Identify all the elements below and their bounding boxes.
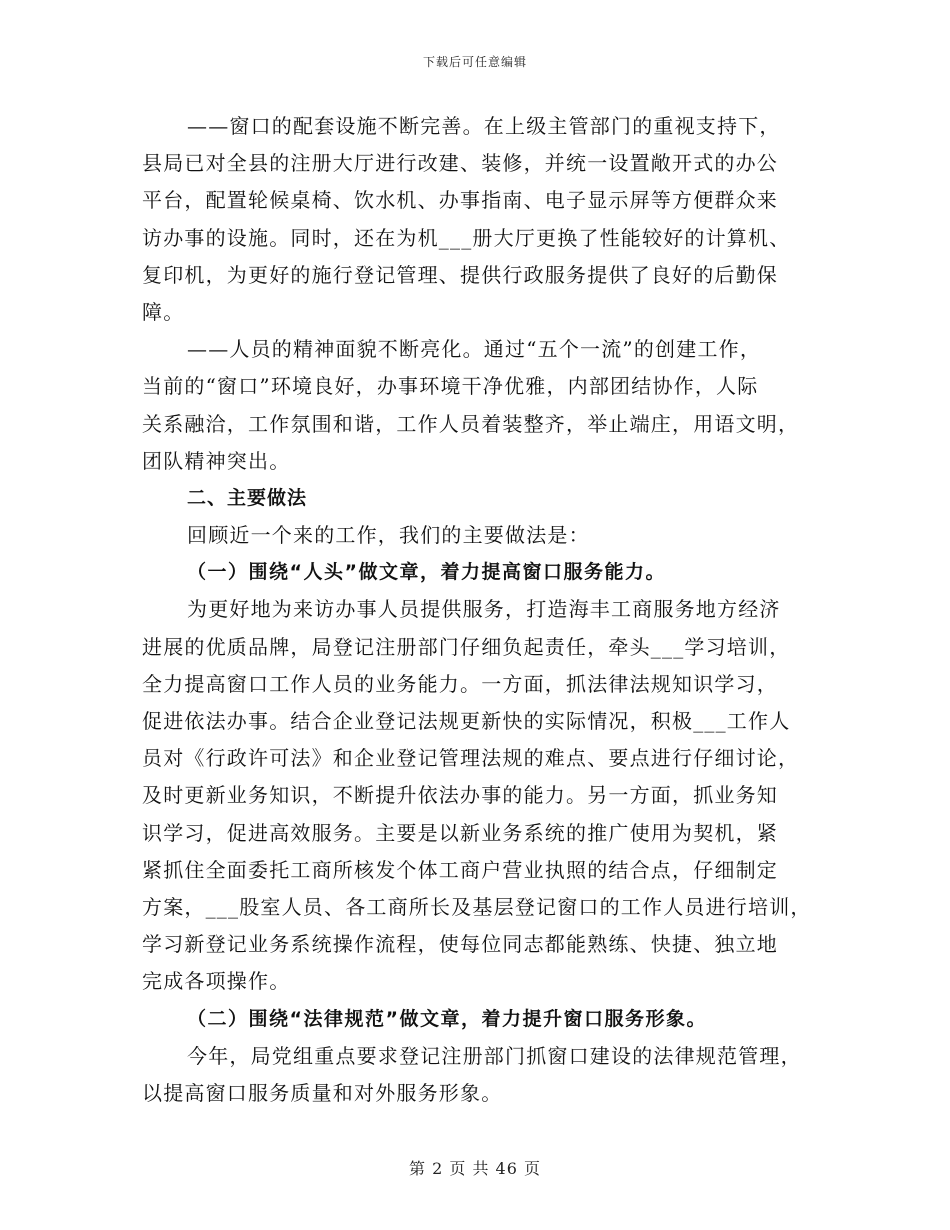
paragraph-line: 进展的优质品牌，局登记注册部门仔细负起责任，牵头___学习培训，	[142, 634, 791, 659]
paragraph-line: 促进依法办事。结合企业登记法规更新快的实际情况，积极___工作人	[142, 709, 791, 733]
document-body	[142, 108, 822, 1112]
paragraph-line: 紧抓住全面委托工商所核发个体工商户营业执照的结合点，仔细制定	[142, 857, 778, 882]
paragraph-line: 当前的“窗口”环境良好，办事环境干净优雅，内部团结协作，人际	[142, 374, 759, 399]
paragraph-line: 以提高窗口服务质量和对外服务形象。	[142, 1080, 503, 1105]
page-header: 下载后可任意编辑	[422, 55, 527, 69]
paragraph-line: 学习新登记业务系统操作流程，使每位同志都能熟练、快捷、独立地	[142, 932, 778, 957]
page-number-footer: 第 2 页 共 46 页	[409, 1159, 541, 1178]
paragraph-line: 平台，配置轮候桌椅、饮水机、办事指南、电子显示屏等方便群众来	[142, 188, 778, 213]
paragraph-line: 团队精神突出。	[142, 448, 291, 473]
paragraph-line: 为更好地为来访办事人员提供服务，打造海丰工商服务地方经济	[187, 597, 781, 622]
section-heading: 二、主要做法	[187, 486, 308, 509]
paragraph-line: 回顾近一个来的工作，我们的主要做法是：	[187, 523, 590, 548]
paragraph-line: 今年，局党组重点要求登记注册部门抓窗口建设的法律规范管理，	[187, 1043, 802, 1068]
paragraph-line: 关系融洽，工作氛围和谐，工作人员着装整齐，举止端庄，用语文明，	[142, 411, 800, 436]
paragraph-line: ——窗口的配套设施不断完善。在上级主管部门的重视支持下，	[187, 114, 781, 138]
subsection-heading: （二）围绕“法律规范”做文章，着力提升窗口服务形象。	[187, 1007, 707, 1030]
paragraph-line: 全力提高窗口工作人员的业务能力。一方面，抓法律法规知识学习，	[142, 671, 778, 696]
paragraph-line: 县局已对全县的注册大厅进行改建、装修，并统一设置敞开式的办公	[142, 151, 778, 176]
subsection-heading: （一）围绕“人头”做文章，着力提高窗口服务能力。	[187, 561, 666, 584]
paragraph-line: 障。	[142, 299, 185, 324]
paragraph-line: 及时更新业务知识，不断提升依法办事的能力。另一方面，抓业务知	[142, 783, 778, 808]
paragraph-line: ——人员的精神面貌不断亮化。通过“五个一流”的创建工作，	[187, 337, 762, 362]
paragraph-line: 识学习，促进高效服务。主要是以新业务系统的推广使用为契机，紧	[142, 820, 778, 845]
paragraph-line: 方案，___股室人员、各工商所长及基层登记窗口的工作人员进行培训，	[142, 894, 812, 919]
paragraph-line: 复印机，为更好的施行登记管理、提供行政服务提供了良好的后勤保	[142, 262, 778, 287]
paragraph-line: 员对《行政许可法》和企业登记管理法规的难点、要点进行仔细讨论，	[142, 746, 800, 771]
paragraph-line: 访办事的设施。同时，还在为机___册大厅更换了性能较好的计算机、	[142, 225, 791, 250]
paragraph-line: 完成各项操作。	[142, 969, 291, 994]
